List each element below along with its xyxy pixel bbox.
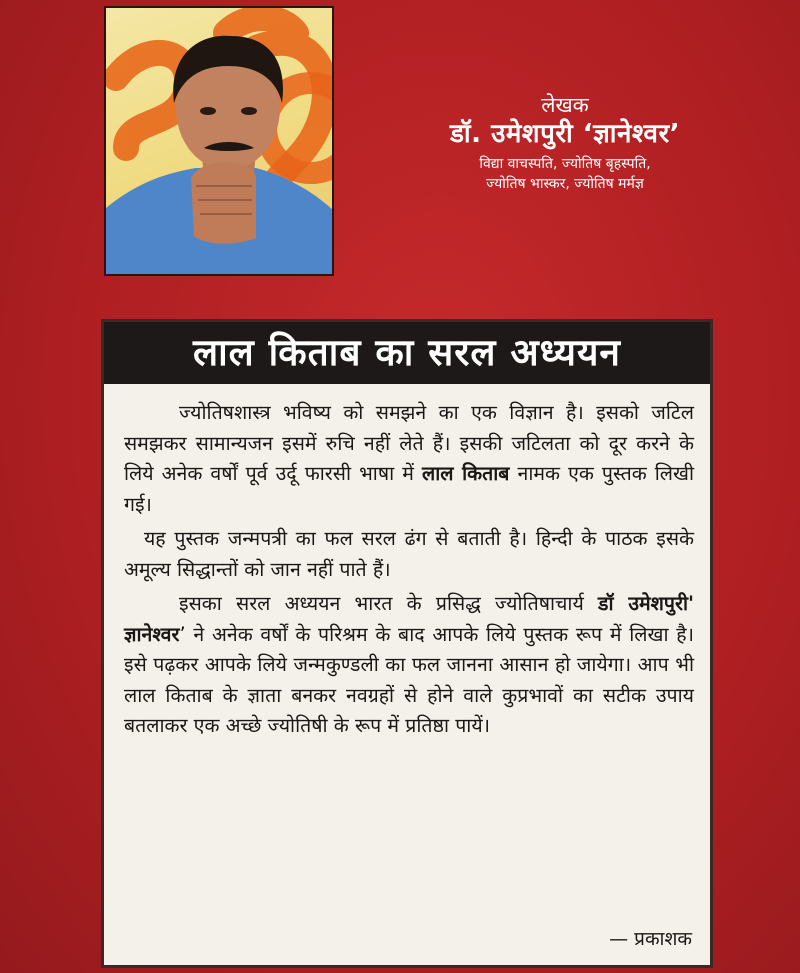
author-name: डॉ. उमेशपुरी ‘ज्ञानेश्वर’ (450, 119, 680, 149)
author-info (350, 92, 780, 194)
paragraph-3-start: इसका सरल अध्ययन भारत के प्रसिद्ध ज्योतिषाचार्य (179, 592, 599, 615)
author-photo-image (106, 8, 334, 276)
book-title: लाल किताब का सरल अध्ययन (104, 322, 710, 384)
description-text (104, 384, 710, 742)
author-titles-line2: ज्योतिष भास्कर, ज्योतिष मर्मज्ञ (486, 176, 644, 192)
publisher-signature: — प्रकाशक (609, 928, 692, 950)
paragraph-3 (124, 589, 694, 742)
author-photo (104, 6, 334, 276)
author-name-emphasis: डॉ उमेशपुरी' ज्ञानेश्वर (124, 592, 695, 646)
paragraph-1-start: ज्योतिषशास्त्र भविष्य को समझने का एक विज्ञान है। इसको जटिल समझकर सामान्यजन इसमें रुचि नहीं लेते हैं। इसकी जटिलता को दूर करने के लिये अनेक वर्षों पूर्व उर्दू फारसी भाषा में (124, 401, 694, 485)
paragraph-1 (124, 398, 694, 520)
paragraph-1-end: नामक एक पुस्तक लिखी गई। (124, 462, 695, 516)
description-box (101, 319, 713, 968)
author-caption: लेखक (541, 93, 589, 117)
author-titles-line1: विद्या वाचस्पति, ज्योतिष बृहस्पति, (479, 156, 651, 172)
author-titles (350, 154, 780, 194)
paragraph-2: यह पुस्तक जन्मपत्री का फल सरल ढंग से बताती है। हिन्दी के पाठक इसके अमूल्य सिद्धान्तों को जान नहीं पाते हैं। (124, 527, 694, 581)
paragraph-3-end: ’ ने अनेक वर्षों के परिश्रम के बाद आपके लिये पुस्तक रूप में लिखा है। इसे पढ़कर आपके लिये जन्मकुण्डली का फल जानना आसान हो जायेगा। आप भी लाल किताब के ज्ञाता बनकर नवग्रहों से होने वाले कुप्रभावों का सटीक उपाय बतलाकर एक अच्छे ज्योतिषी के रूप में प्रतिष्ठा पायें। (124, 622, 694, 737)
book-name-emphasis: लाल किताब (421, 462, 510, 485)
